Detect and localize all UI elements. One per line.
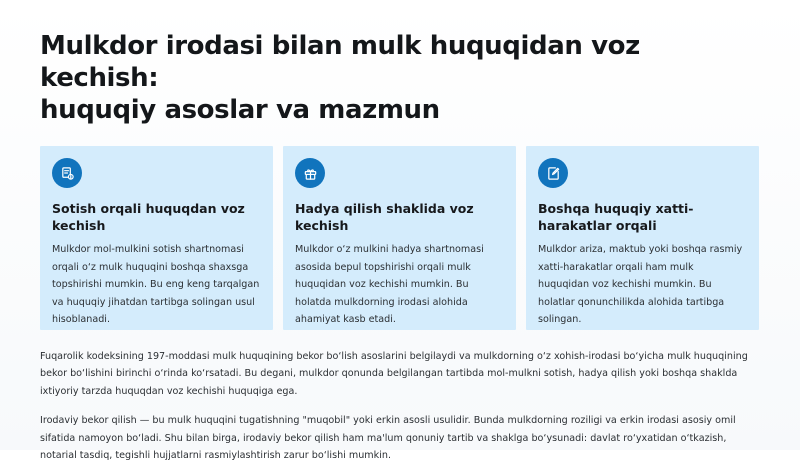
gift-icon bbox=[295, 158, 325, 188]
card-title: Boshqa huquqiy xatti-harakatlar orqali bbox=[538, 201, 694, 233]
title-line-1: Mulkdor irodasi bilan mulk huquqidan voz kechish: bbox=[40, 31, 640, 93]
title-line-2: huquqiy asoslar va mazmun bbox=[40, 95, 440, 125]
card-gift bbox=[283, 146, 516, 330]
paragraph-1: Fuqarolik kodeksining 197-moddasi mulk huquqining bekor bo‘lish asoslarini belgilaydi va mulkdorning o‘z xohish-irodasi bo‘yicha mulk huquqining bekor bo‘lishini birinchi o‘rinda ko‘rsatadi. Bu degani, mulkdor qonunda belgilangan tartibda mol-mulkni sotish, hadya qilish yoki boshqa shaklda ixtiyoriy tarzda huquqdan voz kechishi huquqiga ega. bbox=[40, 351, 748, 397]
paragraph-2: Irodaviy bekor qilish — bu mulk huquqini tugatishning "muqobil" yoki erkin asosli usulidir. Bunda mulkdorning roziligi va erkin irodasi asosiy omil sifatida namoyon bo‘ladi. Shu bilan birga, irodaviy bekor qilish ham ma'lum qonuniy tartib va shaklga bo‘ysunadi: davlat ro‘yxatidan o‘tkazish, notarial tasdiq, tegishli hujjatlarni rasmiylashtirish zarur bo‘lishi mumkin. bbox=[40, 415, 736, 462]
card-text: Mulkdor ariza, maktub yoki boshqa rasmiy xatti-harakatlar orqali ham mulk huquqidan voz kechishi mumkin. Bu holatlar qonunchilikda alohida tartibga solingan. bbox=[538, 244, 743, 326]
card-title: Hadya qilish shaklida voz kechish bbox=[295, 201, 474, 233]
card-text: Mulkdor o‘z mulkini hadya shartnomasi asosida bepul topshirishi orqali mulk huquqidan voz kechishi mumkin. Bu holatda mulkdorning irodasi alohida ahamiyat kasb etadi. bbox=[295, 244, 484, 326]
page-title bbox=[40, 30, 760, 126]
document-edit-icon bbox=[538, 158, 568, 188]
card-sale bbox=[40, 146, 273, 330]
sale-contract-icon bbox=[52, 158, 82, 188]
card-row bbox=[40, 146, 760, 330]
card-text: Mulkdor mol-mulkini sotish shartnomasi orqali o‘z mulk huquqini boshqa shaxsga topshirishi mumkin. Bu eng keng tarqalgan va huquqiy jihatdan tartibga solingan usul hisoblanadi. bbox=[52, 244, 260, 326]
card-title: Sotish orqali huquqdan voz kechish bbox=[52, 201, 245, 233]
card-other-actions bbox=[526, 146, 759, 330]
